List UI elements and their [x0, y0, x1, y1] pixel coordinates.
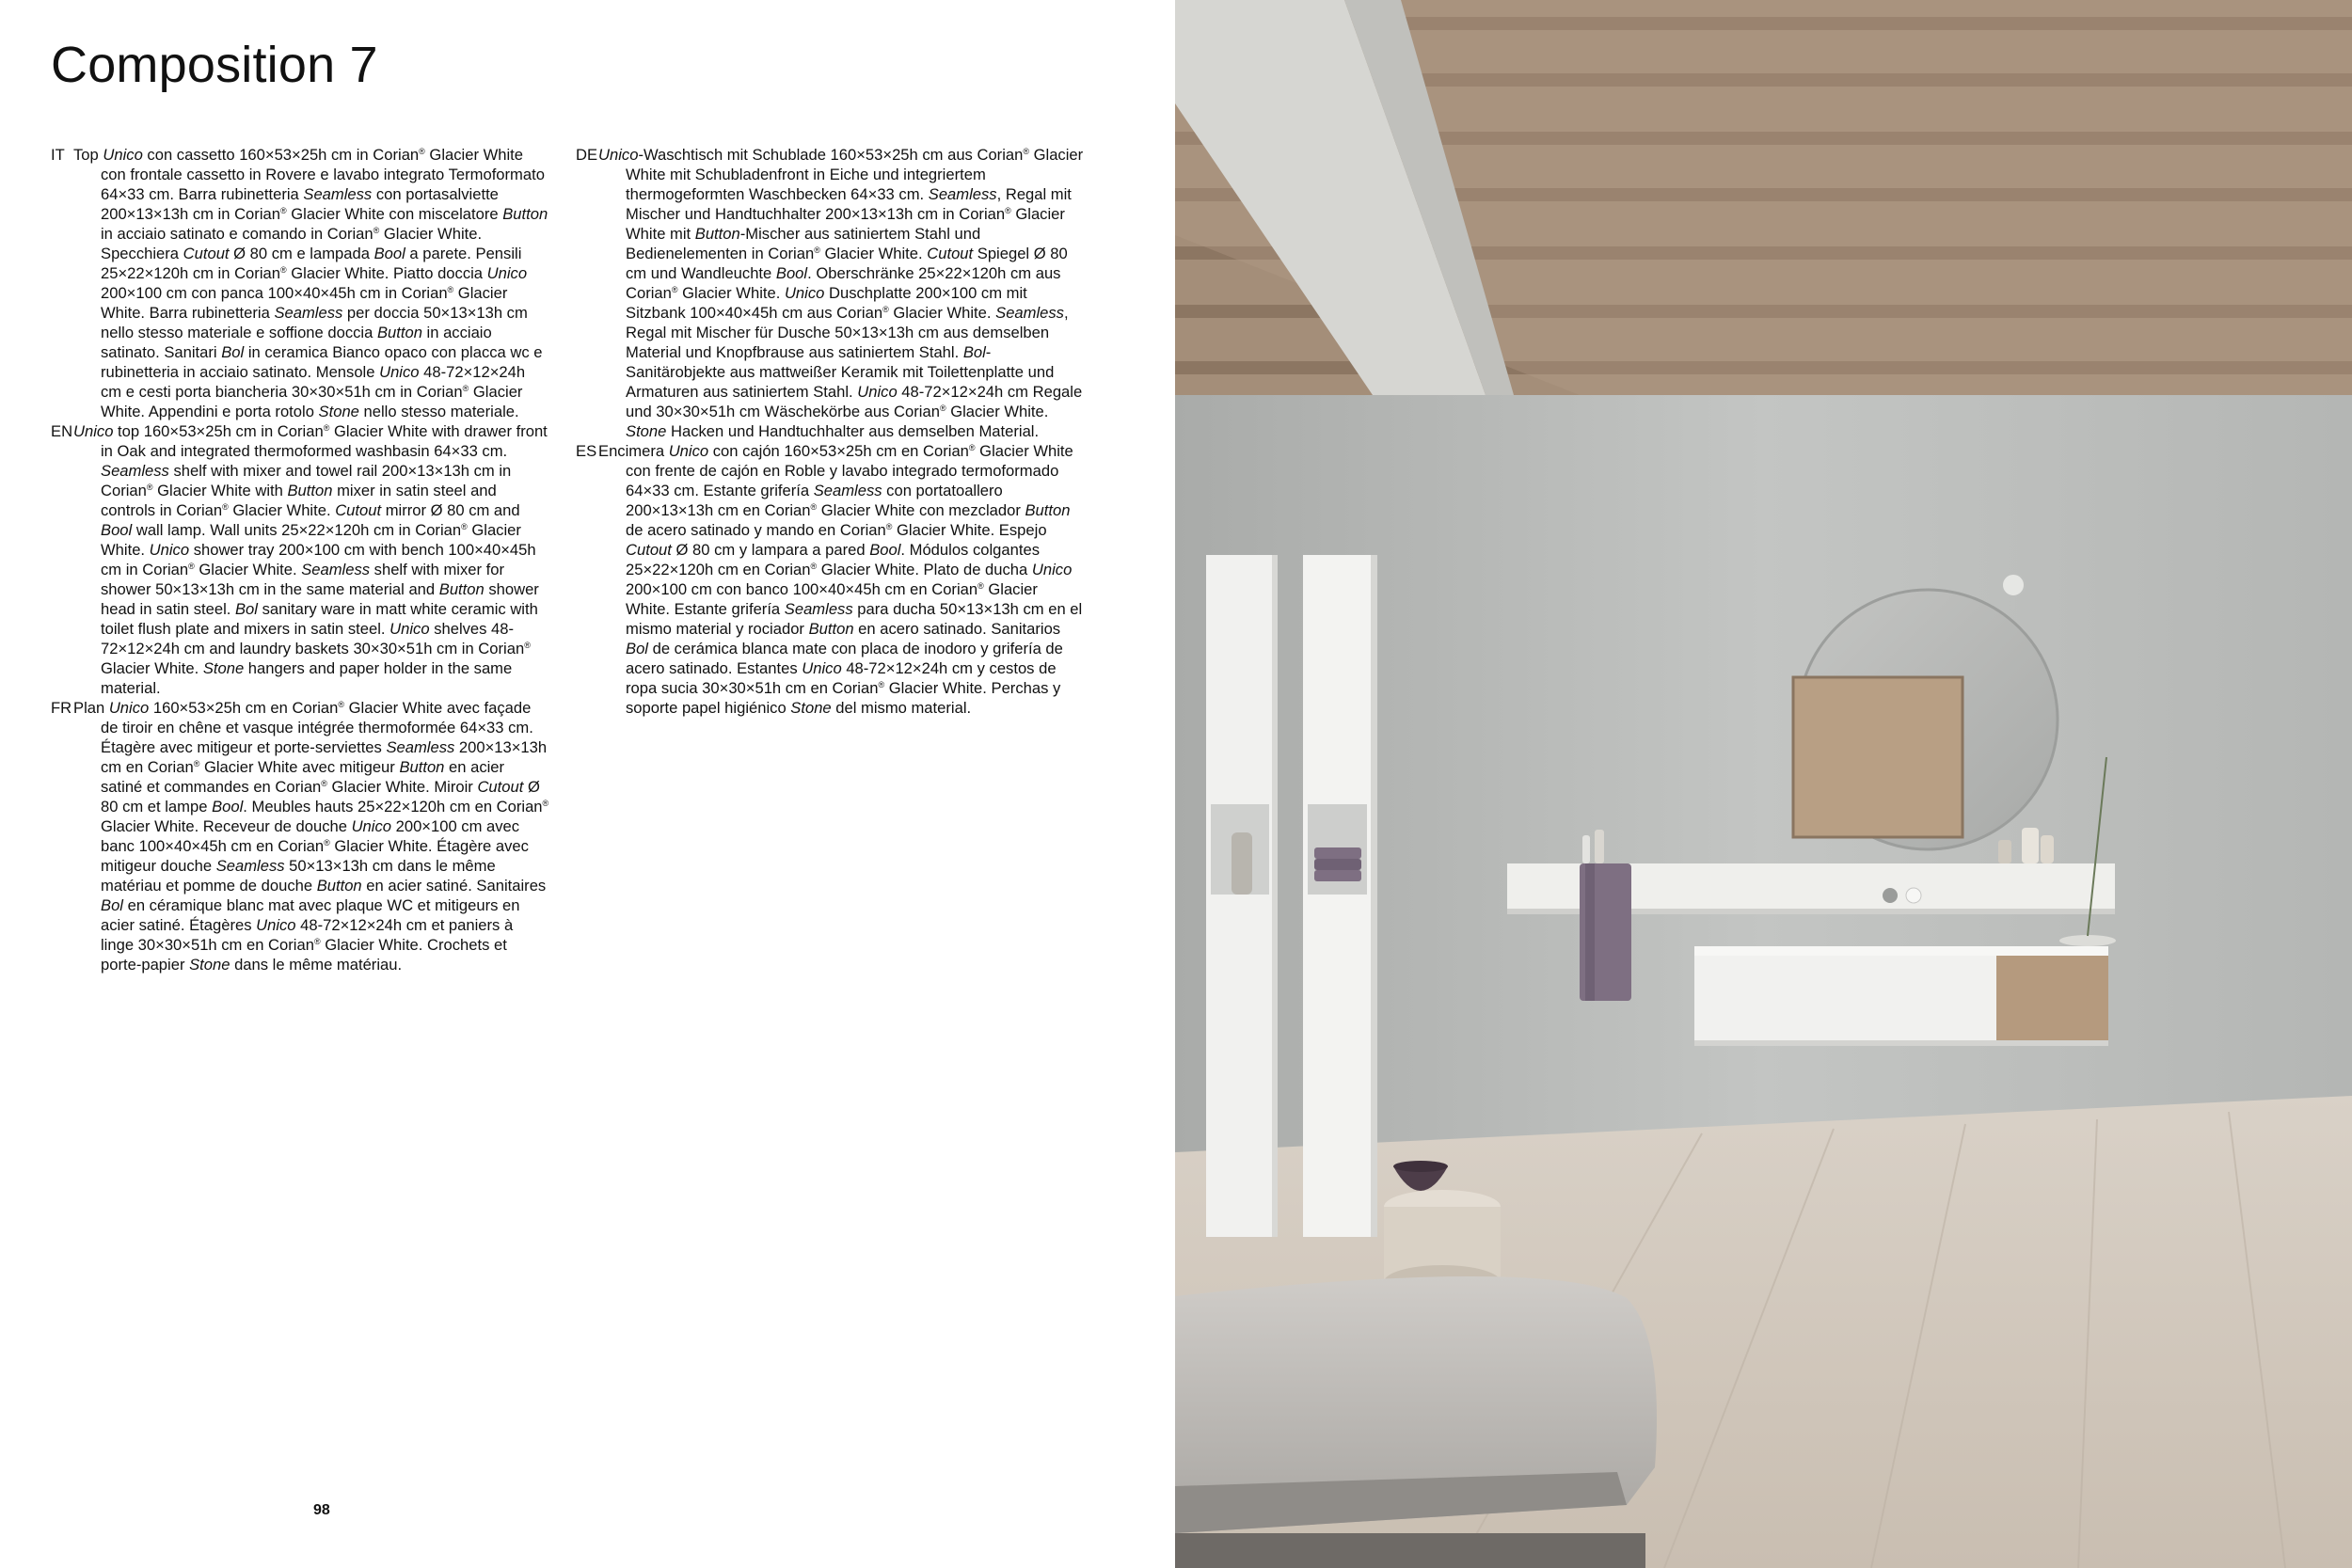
product-name: Seamless — [101, 462, 169, 480]
product-name: Button — [287, 482, 333, 499]
page-number: 98 — [313, 1502, 330, 1518]
product-name: Cutout — [927, 245, 974, 262]
registered-mark: ® — [878, 680, 885, 689]
text-run: Glacier White. Piatto doccia — [286, 264, 487, 282]
text-run: shelves 48-72×12×24h cm and laundry baskets 30×30×51h cm in Corian — [101, 620, 525, 657]
text-run: shelf with mixer and towel rail 200×13×13h cm in Corian — [101, 462, 512, 499]
registered-mark: ® — [882, 305, 889, 314]
text-run: Glacier White. — [677, 284, 785, 302]
text-run: Glacier White. — [819, 245, 928, 262]
text-run: Ø 80 cm et lampe — [101, 778, 540, 816]
product-name: Button — [376, 324, 422, 341]
text-run: 48-72×12×24h cm et paniers à linge 30×30×51h cm en Corian — [101, 916, 514, 954]
text-run: -Waschtisch mit Schublade 160×53×25h cm aus Corian — [638, 146, 1024, 164]
product-name: Seamless — [215, 857, 285, 875]
registered-mark: ® — [313, 937, 321, 946]
product-name: Button — [438, 580, 485, 598]
registered-mark: ® — [1023, 147, 1029, 156]
text-column-right — [576, 145, 1084, 718]
product-name: Bool — [869, 541, 901, 559]
product-name: Stone — [626, 422, 667, 440]
text-run: en acier satiné et commandes en Corian — [101, 758, 505, 796]
text-run: -Mischer aus satiniertem Stahl und Bedienelementen in Corian — [626, 225, 981, 262]
text-run: Glacier White. Miroir — [326, 778, 478, 796]
product-name: Unico — [73, 422, 114, 440]
product-name: Bol — [101, 896, 123, 914]
registered-mark: ® — [1005, 206, 1011, 215]
product-name: Seamless — [386, 738, 455, 756]
bathroom-photo — [1175, 0, 2352, 1568]
registered-mark: ® — [373, 226, 380, 235]
product-name: Button — [502, 205, 548, 223]
text-run: 50×13×13h cm dans le même matériau et pomme de douche — [101, 857, 496, 895]
text-run: con cajón 160×53×25h cm en Corian — [708, 442, 969, 460]
text-run: Glacier White. — [194, 561, 302, 578]
text-run: de acero satinado y mando en Corian — [626, 521, 886, 539]
text-run: Spiegel Ø 80 cm und Wandleuchte — [626, 245, 1068, 282]
registered-mark: ® — [279, 206, 287, 215]
text-run: 48-72×12×24h cm Regale und 30×30×51h cm Wäschekörbe aus Corian — [626, 383, 1083, 420]
description-en — [51, 421, 549, 698]
registered-mark: ® — [324, 838, 330, 847]
text-run: in acciaio satinato e comando in Corian — [101, 225, 373, 243]
text-run: . Oberschränke 25×22×120h cm aus Corian — [626, 264, 1061, 302]
product-name: Cutout — [477, 778, 524, 796]
towel — [1580, 863, 1631, 1001]
product-name: Unico — [802, 659, 842, 677]
description-text-it — [73, 146, 548, 420]
registered-mark: ® — [193, 759, 200, 768]
registered-mark: ® — [671, 285, 678, 294]
description-es — [576, 441, 1084, 718]
product-name: Bol — [221, 343, 245, 361]
page-title: Composition 7 — [51, 37, 378, 93]
product-name: Cutout — [626, 541, 672, 559]
registered-mark: ® — [461, 522, 468, 531]
text-run: shower head in satin steel. — [101, 580, 539, 618]
text-run: en céramique blanc mat avec plaque WC et mitigeurs en acier satiné. Étagères — [101, 896, 520, 934]
description-text-en — [73, 422, 548, 697]
product-name: Seamless — [995, 304, 1064, 322]
text-run: shower tray 200×100 cm with bench 100×40×45h cm in Corian — [101, 541, 536, 578]
text-run: 48-72×12×24h cm e cesti porta biancheria 30×30×51h cm in Corian — [101, 363, 526, 401]
product-name: Bool — [212, 798, 244, 816]
registered-mark: ® — [885, 522, 893, 531]
text-run: mixer in satin steel and controls in Corian — [101, 482, 497, 519]
language-code-es: ES — [576, 442, 597, 460]
language-code-de: DE — [576, 146, 598, 164]
text-run: Glacier White avec mitigeur — [199, 758, 400, 776]
registered-mark: ® — [977, 581, 984, 591]
text-run: Glacier White. Appendini e porta rotolo — [101, 383, 523, 420]
product-name: Unico — [486, 264, 528, 282]
text-run: con portasalviette 200×13×13h cm in Corian — [101, 185, 499, 223]
product-name: Unico — [149, 541, 190, 559]
text-run: Glacier White. — [228, 501, 336, 519]
text-run: Plan — [73, 699, 109, 717]
product-name: Bool — [775, 264, 808, 282]
text-run: Top — [73, 146, 103, 164]
text-run: Glacier White con miscelatore — [286, 205, 503, 223]
text-run: para ducha 50×13×13h cm en el mismo material y rociador — [626, 600, 1083, 638]
registered-mark: ® — [419, 147, 425, 156]
text-run: shelf with mixer for shower 50×13×13h cm in the same material and — [101, 561, 504, 598]
product-name: Seamless — [813, 482, 882, 499]
text-run: Glacier White mit — [626, 205, 1065, 243]
product-name: Unico — [379, 363, 420, 381]
registered-mark: ® — [939, 404, 946, 413]
text-run: dans le même matériau. — [230, 956, 403, 974]
text-run: . Meubles hauts 25×22×120h cm en Corian — [243, 798, 543, 816]
product-name: Seamless — [303, 185, 373, 203]
text-run: top 160×53×25h cm in Corian — [113, 422, 324, 440]
registered-mark: ® — [810, 562, 818, 571]
language-code-it: IT — [51, 146, 65, 164]
text-run: Glacier White. Étagère avec mitigeur douche — [101, 837, 529, 875]
text-run: Glacier White con frente de cajón en Roble y lavabo integrado termoformado 64×33 cm. Estante grifería — [626, 442, 1073, 499]
text-run: del mismo material. — [831, 699, 972, 717]
tall-cabinet-left — [1206, 555, 1278, 1237]
product-name: Bol — [962, 343, 986, 361]
product-name: Bool — [101, 521, 133, 539]
bathroom-scene — [1175, 0, 2352, 1568]
text-run: Glacier White. — [101, 659, 203, 677]
text-run: Ø 80 cm e lampada — [229, 245, 374, 262]
description-text-de — [598, 146, 1083, 440]
language-code-en: EN — [51, 422, 73, 440]
registered-mark: ® — [321, 779, 327, 788]
text-run: Ø 80 cm y lampara a pared — [671, 541, 870, 559]
text-run: nello stesso materiale. — [358, 403, 519, 420]
product-name: Seamless — [274, 304, 343, 322]
text-run: Glacier White mit Schubladenfront in Eiche und integriertem thermogeformten Waschbecken 64×33 cm. — [626, 146, 1084, 203]
product-name: Stone — [790, 699, 832, 717]
tall-cabinet-right — [1303, 555, 1377, 1237]
product-name: Unico — [103, 146, 143, 164]
text-column-left — [51, 145, 549, 974]
product-name: Seamless — [928, 185, 997, 203]
text-run: 48-72×12×24h cm y cestos de ropa sucia 30×30×51h cm en Corian — [626, 659, 1057, 697]
text-run: Glacier White con frontale cassetto in Rovere e lavabo integrato Termoformato 64×33 cm. Barra rubinetteria — [101, 146, 545, 203]
text-run: Glacier White avec façade de tiroir en chêne et vasque intégrée thermoformée 64×33 cm. Étagère avec mitigeur et porte-serviettes — [101, 699, 533, 756]
product-name: Seamless — [784, 600, 853, 618]
text-run: Glacier White with — [152, 482, 288, 499]
registered-mark: ® — [222, 502, 229, 512]
product-name: Button — [808, 620, 854, 638]
product-name: Bool — [373, 245, 405, 262]
text-run: in ceramica Bianco opaco con placca wc e rubinetteria in acciaio satinato. Mensole — [101, 343, 543, 381]
registered-mark: ® — [146, 483, 153, 492]
text-run: Glacier White. Receveur de douche — [101, 817, 352, 835]
text-run: 200×100 cm con panca 100×40×45h cm in Corian — [101, 284, 448, 302]
description-de — [576, 145, 1084, 441]
product-name: Unico — [668, 442, 709, 460]
registered-mark: ® — [814, 245, 820, 255]
text-run: Glacier White. Espejo — [892, 521, 1047, 539]
registered-mark: ® — [338, 700, 345, 709]
text-run: sanitary ware in matt white ceramic with toilet flush plate and mixers in satin steel. — [101, 600, 538, 638]
text-run: Glacier White con mezclador — [817, 501, 1025, 519]
product-name: Seamless — [301, 561, 371, 578]
text-run: , Regal mit Mischer und Handtuchhalter 200×13×13h cm in Corian — [626, 185, 1072, 223]
text-run: Glacier White. Crochets et porte-papier — [101, 936, 507, 974]
text-run: Glacier White. — [101, 521, 521, 559]
product-name: Stone — [318, 403, 359, 420]
text-run: -Sanitärobjekte aus mattweißer Keramik mit Toilettenplatte und Armaturen aus satiniertem Stahl. — [626, 343, 1055, 401]
registered-mark: ® — [447, 285, 454, 294]
product-name: Unico — [256, 916, 296, 934]
language-code-fr: FR — [51, 699, 72, 717]
product-name: Button — [316, 877, 362, 895]
text-run: 160×53×25h cm en Corian — [149, 699, 339, 717]
description-fr — [51, 698, 549, 974]
text-run: en acier satiné. Sanitaires — [361, 877, 547, 895]
product-name: Button — [694, 225, 740, 243]
text-run: Glacier White. — [946, 403, 1049, 420]
product-name: Cutout — [183, 245, 230, 262]
product-name: Unico — [857, 383, 898, 401]
registered-mark: ® — [810, 502, 818, 512]
text-run: wall lamp. Wall units 25×22×120h cm in Corian — [132, 521, 462, 539]
text-run: Encimera — [598, 442, 669, 460]
registered-mark: ® — [323, 423, 330, 433]
text-run: , Regal mit Mischer für Dusche 50×13×13h cm aus demselben Material und Knopfbrause aus satiniertem Stahl. — [626, 304, 1069, 361]
text-run: Glacier White. Estante grifería — [626, 580, 1038, 618]
text-run: con portatoallero 200×13×13h cm en Corian — [626, 482, 1003, 519]
text-run: de cerámica blanca mate con placa de inodoro y grifería de acero satinado. Estantes — [626, 640, 1063, 677]
product-name: Unico — [784, 284, 825, 302]
registered-mark: ® — [462, 384, 469, 393]
registered-mark: ® — [279, 265, 287, 275]
product-name: Bol — [234, 600, 258, 618]
product-name: Cutout — [335, 501, 382, 519]
product-name: Button — [1025, 501, 1071, 519]
product-name: Unico — [351, 817, 391, 835]
description-it — [51, 145, 549, 421]
text-run: Duschplatte 200×100 cm mit Sitzbank 100×40×45h cm aus Corian — [626, 284, 1027, 322]
text-run: mirror Ø 80 cm and — [381, 501, 520, 519]
text-run: Hacken und Handtuchhalter aus demselben Material. — [666, 422, 1040, 440]
product-name: Button — [399, 758, 445, 776]
text-run: con cassetto 160×53×25h cm in Corian — [142, 146, 420, 164]
text-run: . Módulos colgantes 25×22×120h cm en Corian — [626, 541, 1040, 578]
text-run: 200×100 cm avec banc 100×40×45h cm en Corian — [101, 817, 520, 855]
text-run: Glacier White with drawer front in Oak and integrated thermoformed washbasin 64×33 cm. — [101, 422, 548, 460]
text-run: Glacier White. — [888, 304, 996, 322]
product-name: Unico — [598, 146, 639, 164]
product-name: Stone — [202, 659, 245, 677]
description-text-fr — [73, 699, 548, 974]
registered-mark: ® — [188, 562, 195, 571]
text-run: a parete. Pensili 25×22×120h cm in Corian — [101, 245, 522, 282]
text-run: 200×13×13h cm en Corian — [101, 738, 548, 776]
product-name: Stone — [189, 956, 230, 974]
text-run: in acciaio satinato. Sanitari — [101, 324, 492, 361]
text-run: 200×100 cm con banco 100×40×45h cm en Corian — [626, 580, 978, 598]
registered-mark: ® — [542, 799, 549, 808]
product-name: Unico — [389, 620, 430, 638]
text-run: Glacier White. Plato de ducha — [817, 561, 1032, 578]
product-name: Bol — [626, 640, 648, 657]
text-run: Glacier White. Barra rubinetteria — [101, 284, 508, 322]
text-run: hangers and paper holder in the same material. — [101, 659, 513, 697]
description-text-es — [598, 442, 1082, 717]
product-name: Unico — [1031, 561, 1073, 578]
text-run: Glacier White. Specchiera — [101, 225, 483, 262]
text-run: en acero satinado. Sanitarios — [853, 620, 1061, 638]
text-run: Glacier White. Perchas y soporte papel higiénico — [626, 679, 1061, 717]
text-run: per doccia 50×13×13h cm nello stesso materiale e soffione doccia — [101, 304, 528, 341]
registered-mark: ® — [968, 443, 976, 452]
left-page — [0, 0, 1175, 1568]
registered-mark: ® — [524, 641, 531, 650]
product-name: Unico — [108, 699, 150, 717]
